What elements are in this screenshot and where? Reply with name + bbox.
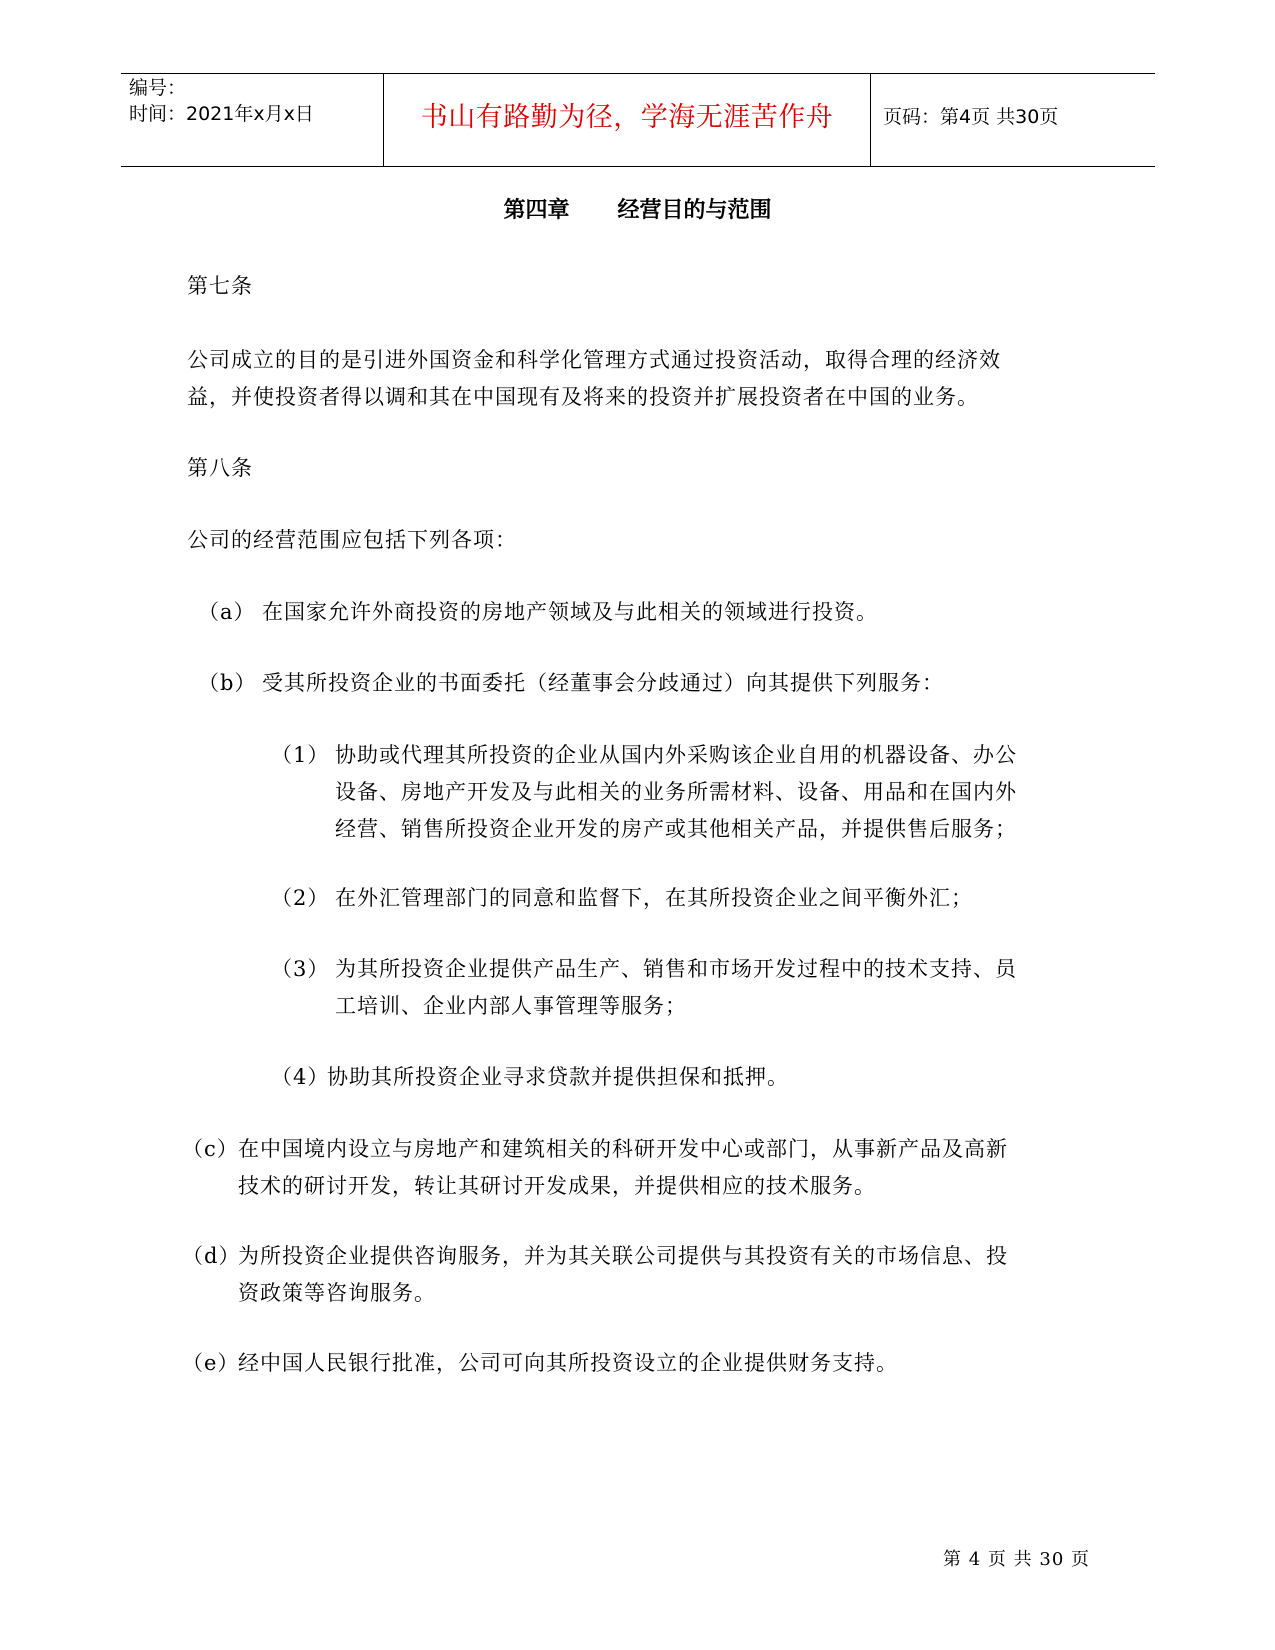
chapter-title	[0, 196, 1275, 226]
sub-item-text	[335, 951, 1017, 1025]
list-item-marker: （c）	[182, 1137, 239, 1161]
sub-item-line: 协助或代理其所投资的企业从国内外采购该企业自用的机器设备、办公	[335, 743, 1017, 767]
sub-item-text	[335, 737, 1017, 848]
sub-item-marker: （1）	[271, 743, 330, 767]
list-item-line: 为所投资企业提供咨询服务，并为其关联公司提供与其投资有关的市场信息、投	[238, 1244, 1008, 1268]
article7-body-line: 公司成立的目的是引进外国资金和科学化管理方式通过投资活动，取得合理的经济效	[187, 348, 1001, 372]
header-left-cell	[121, 74, 384, 166]
list-item-text	[262, 665, 944, 702]
article8-heading: 第八条	[187, 456, 253, 480]
sub-item-marker: （3）	[271, 957, 330, 981]
chapter-number: 第四章	[503, 198, 570, 223]
sub-item-line: 设备、房地产开发及与此相关的业务所需材料、设备、用品和在国内外	[335, 780, 1017, 804]
list-item-line: 经中国人民银行批准，公司可向其所投资设立的企业提供财务支持。	[238, 1351, 898, 1375]
header-right-cell	[871, 74, 1155, 166]
sub-item-marker: （2）	[271, 886, 330, 910]
list-item-marker: （d）	[182, 1244, 241, 1268]
article8-intro: 公司的经营范围应包括下列各项：	[187, 528, 517, 552]
article7-body-line: 益，并使投资者得以调和其在中国现有及将来的投资并扩展投资者在中国的业务。	[187, 385, 979, 409]
motto-text: 书山有路勤为径，学海无涯苦作舟	[420, 102, 834, 133]
list-item-text	[238, 1345, 898, 1382]
list-item-line: 技术的研讨开发，转让其研讨开发成果，并提供相应的技术服务。	[238, 1174, 876, 1198]
document-time-label: 时间：2021年x月x日	[129, 103, 314, 125]
chapter-name: 经营目的与范围	[617, 198, 772, 223]
list-item-text	[238, 1131, 1008, 1205]
list-item-line: 资政策等咨询服务。	[238, 1281, 436, 1305]
sub-item-text	[327, 1059, 789, 1096]
article7-body	[187, 342, 1001, 416]
sub-item-line: 经营、销售所投资企业开发的房产或其他相关产品，并提供售后服务；	[335, 817, 1017, 841]
article7-heading: 第七条	[187, 274, 253, 298]
sub-item-line: 为其所投资企业提供产品生产、销售和市场开发过程中的技术支持、员	[335, 957, 1017, 981]
list-item-line: 在中国境内设立与房地产和建筑相关的科研开发中心或部门，从事新产品及高新	[238, 1137, 1008, 1161]
header-motto-cell	[384, 74, 871, 166]
page-footer: 第 4 页 共 30 页	[943, 1549, 1090, 1570]
header-page-info: 页码：第4页 共30页	[883, 106, 1059, 128]
list-item-line: 受其所投资企业的书面委托（经董事会分歧通过）向其提供下列服务：	[262, 671, 944, 695]
list-item-text	[262, 594, 878, 631]
list-item-marker: （b）	[198, 671, 257, 695]
list-item-line: 在国家允许外商投资的房地产领域及与此相关的领域进行投资。	[262, 600, 878, 624]
sub-item-line: 工培训、企业内部人事管理等服务；	[335, 994, 687, 1018]
sub-item-line: 协助其所投资企业寻求贷款并提供担保和抵押。	[327, 1065, 789, 1089]
list-item-text	[238, 1238, 1008, 1312]
sub-item-line: 在外汇管理部门的同意和监督下，在其所投资企业之间平衡外汇；	[335, 886, 973, 910]
document-header	[121, 73, 1155, 167]
list-item-marker: （a）	[198, 600, 256, 624]
list-item-marker: （e）	[182, 1351, 240, 1375]
sub-item-text	[335, 880, 973, 917]
sub-item-marker: （4）	[271, 1065, 330, 1089]
document-number-label: 编号：	[129, 77, 187, 99]
